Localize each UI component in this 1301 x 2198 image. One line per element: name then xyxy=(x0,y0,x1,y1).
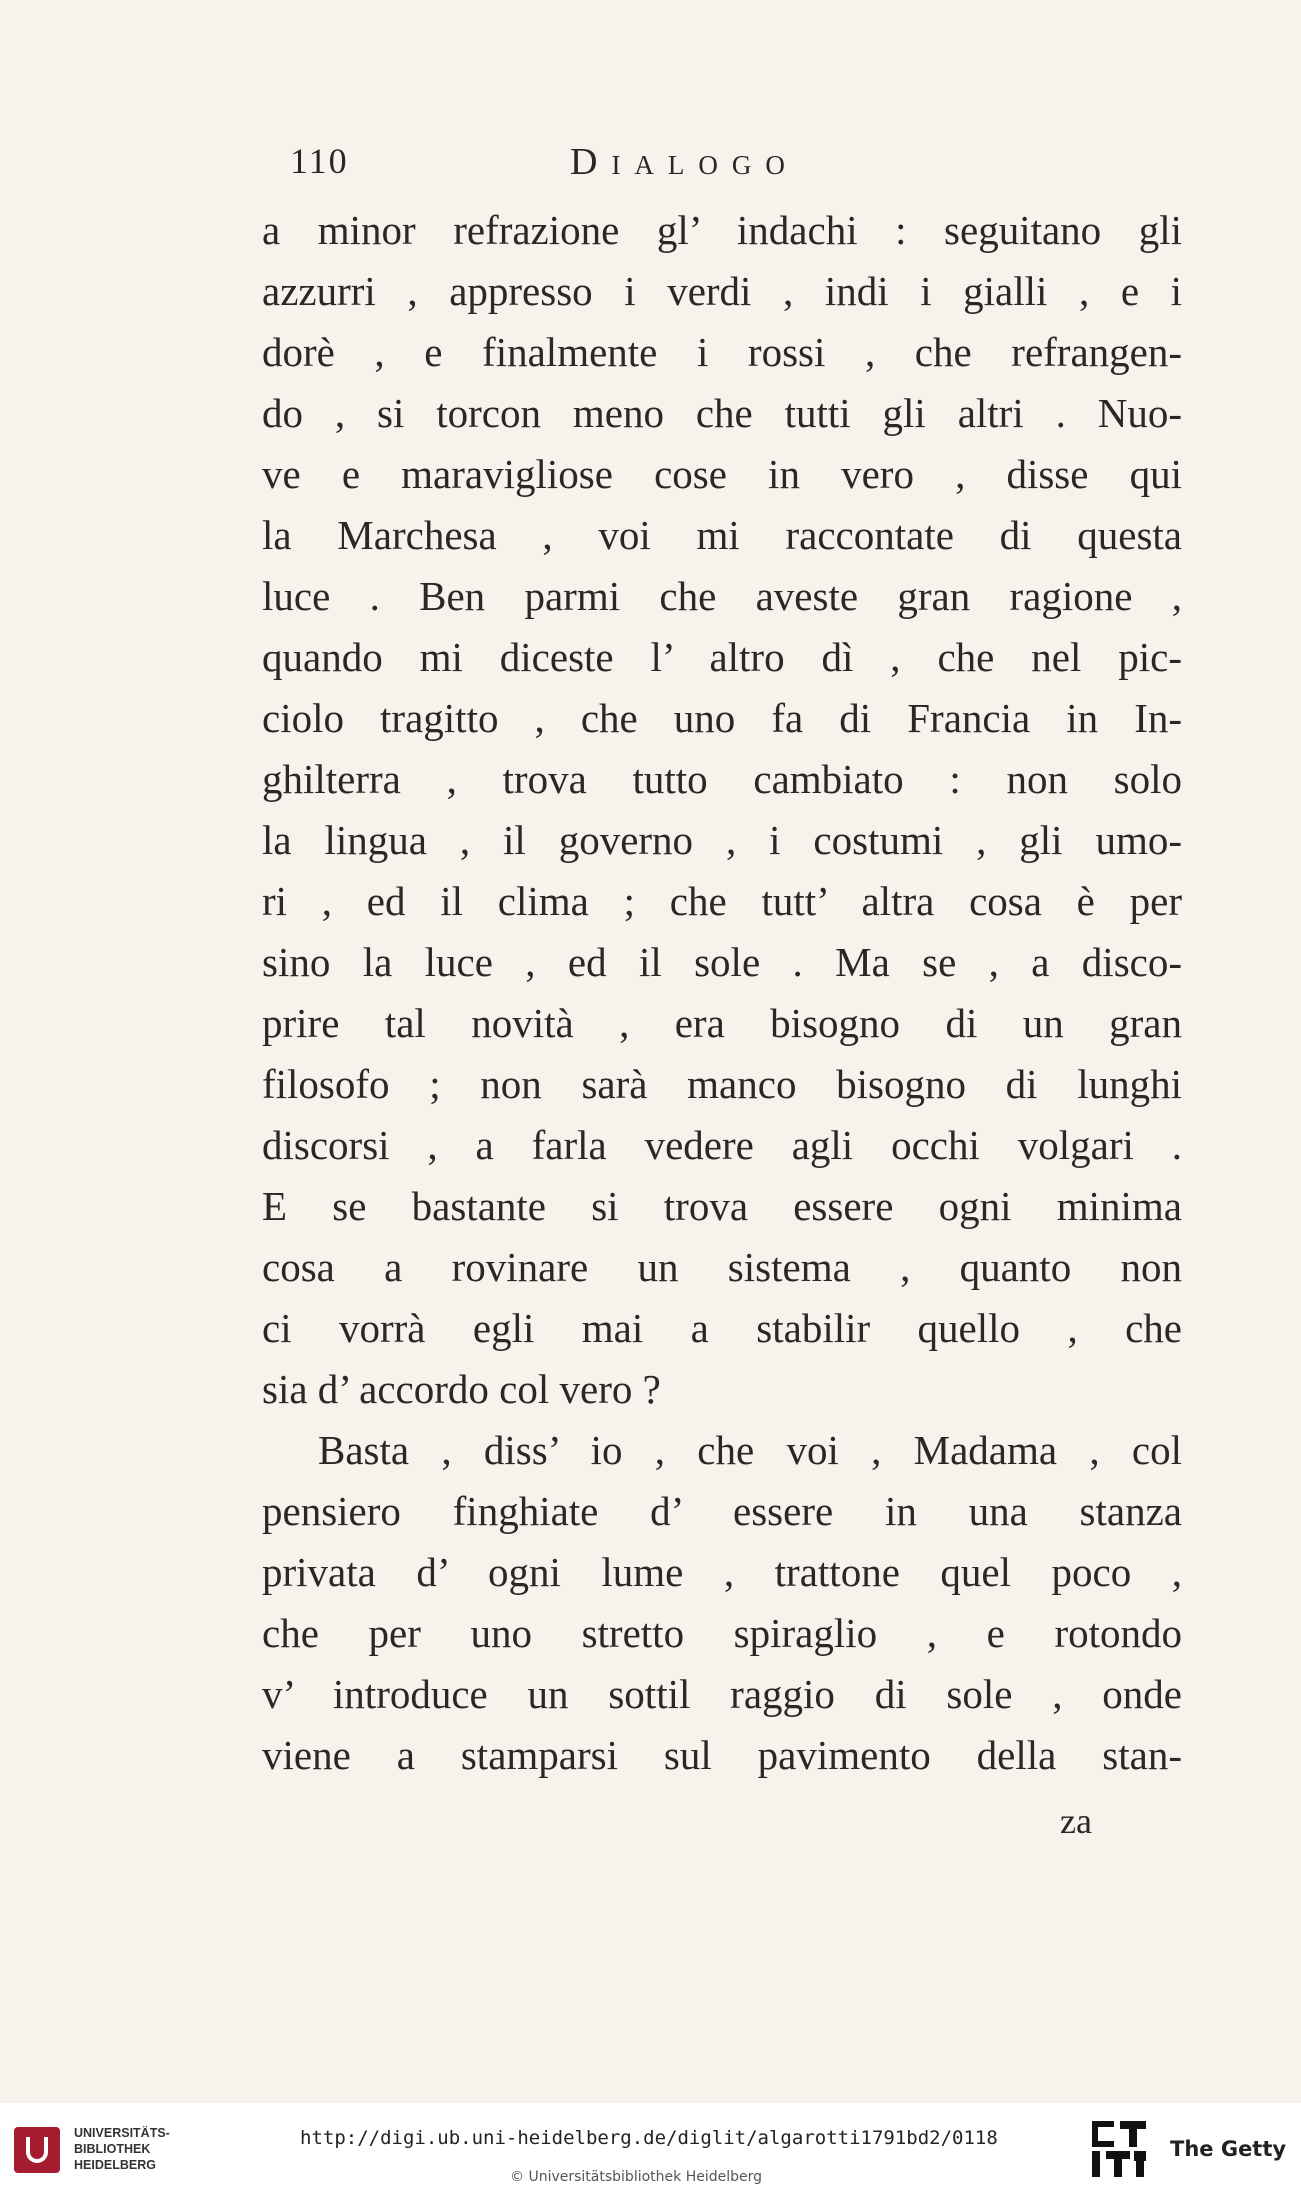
institution-line: HEIDELBERG xyxy=(74,2158,156,2172)
text-line: filosofo ; non sarà manco bisogno di lunghi xyxy=(262,1061,1182,1107)
copyright-notice: © Universitätsbibliothek Heidelberg xyxy=(510,2169,763,2185)
text-line: la lingua , il governo , i costumi , gli umo- xyxy=(262,817,1182,863)
text-line: ri , ed il clima ; che tutt’ altra cosa è per xyxy=(262,878,1182,924)
university-seal-icon xyxy=(14,2127,60,2173)
text-line: sia d’ accordo col vero ? xyxy=(262,1366,661,1412)
text-line: pensiero finghiate d’ essere in una stanza xyxy=(262,1488,1182,1534)
body-text xyxy=(262,200,1182,1786)
text-line: ve e maravigliose cose in vero , disse qui xyxy=(262,451,1182,497)
text-line: cosa a rovinare un sistema , quanto non xyxy=(262,1244,1182,1290)
text-line: la Marchesa , voi mi raccontate di questa xyxy=(262,512,1182,558)
page-header xyxy=(290,140,910,190)
institution-line: BIBLIOTHEK xyxy=(74,2142,151,2156)
running-head: Dialogo xyxy=(570,141,799,183)
text-line: luce . Ben parmi che aveste gran ragione , xyxy=(262,573,1182,619)
text-line: viene a stamparsi sul pavimento della stan- xyxy=(262,1732,1182,1778)
catchword: za xyxy=(1060,1801,1092,1841)
text-line: quando mi diceste l’ altro dì , che nel pic- xyxy=(262,634,1182,680)
text-line: azzurri , appresso i verdi , indi i gialli , e i xyxy=(262,268,1182,314)
page-number: 110 xyxy=(290,141,349,181)
text-line: ghilterra , trova tutto cambiato : non solo xyxy=(262,756,1182,802)
text-line: do , si torcon meno che tutti gli altri . Nuo- xyxy=(262,390,1182,436)
text-line: E se bastante si trova essere ogni minima xyxy=(262,1183,1182,1229)
text-line: ci vorrà egli mai a stabilir quello , che xyxy=(262,1305,1182,1351)
getty-logo-icon[interactable] xyxy=(1090,2119,1148,2179)
text-line: prire tal novità , era bisogno di un gran xyxy=(262,1000,1182,1046)
text-line: sino la luce , ed il sole . Ma se , a disco- xyxy=(262,939,1182,985)
partner-name: The Getty xyxy=(1170,2137,1287,2161)
text-line: ciolo tragitto , che uno fa di Francia in In- xyxy=(262,695,1182,741)
text-line: discorsi , a farla vedere agli occhi volgari . xyxy=(262,1122,1182,1168)
viewer-footer xyxy=(0,2103,1301,2198)
text-line: dorè , e finalmente i rossi , che refrangen- xyxy=(262,329,1182,375)
permalink[interactable]: http://digi.ub.uni-heidelberg.de/diglit/algarotti1791bd2/0118 xyxy=(300,2127,998,2149)
university-library-logo[interactable] xyxy=(14,2123,184,2179)
text-line: a minor refrazione gl’ indachi : seguitano gli xyxy=(262,207,1182,253)
text-line: che per uno stretto spiraglio , e rotondo xyxy=(262,1610,1182,1656)
institution-line: UNIVERSITÄTS- xyxy=(74,2126,170,2140)
text-line: Basta , diss’ io , che voi , Madama , col xyxy=(318,1427,1182,1473)
text-line: v’ introduce un sottil raggio di sole , onde xyxy=(262,1671,1182,1717)
institution-name xyxy=(74,2125,170,2173)
text-line: privata d’ ogni lume , trattone quel poco , xyxy=(262,1549,1182,1595)
